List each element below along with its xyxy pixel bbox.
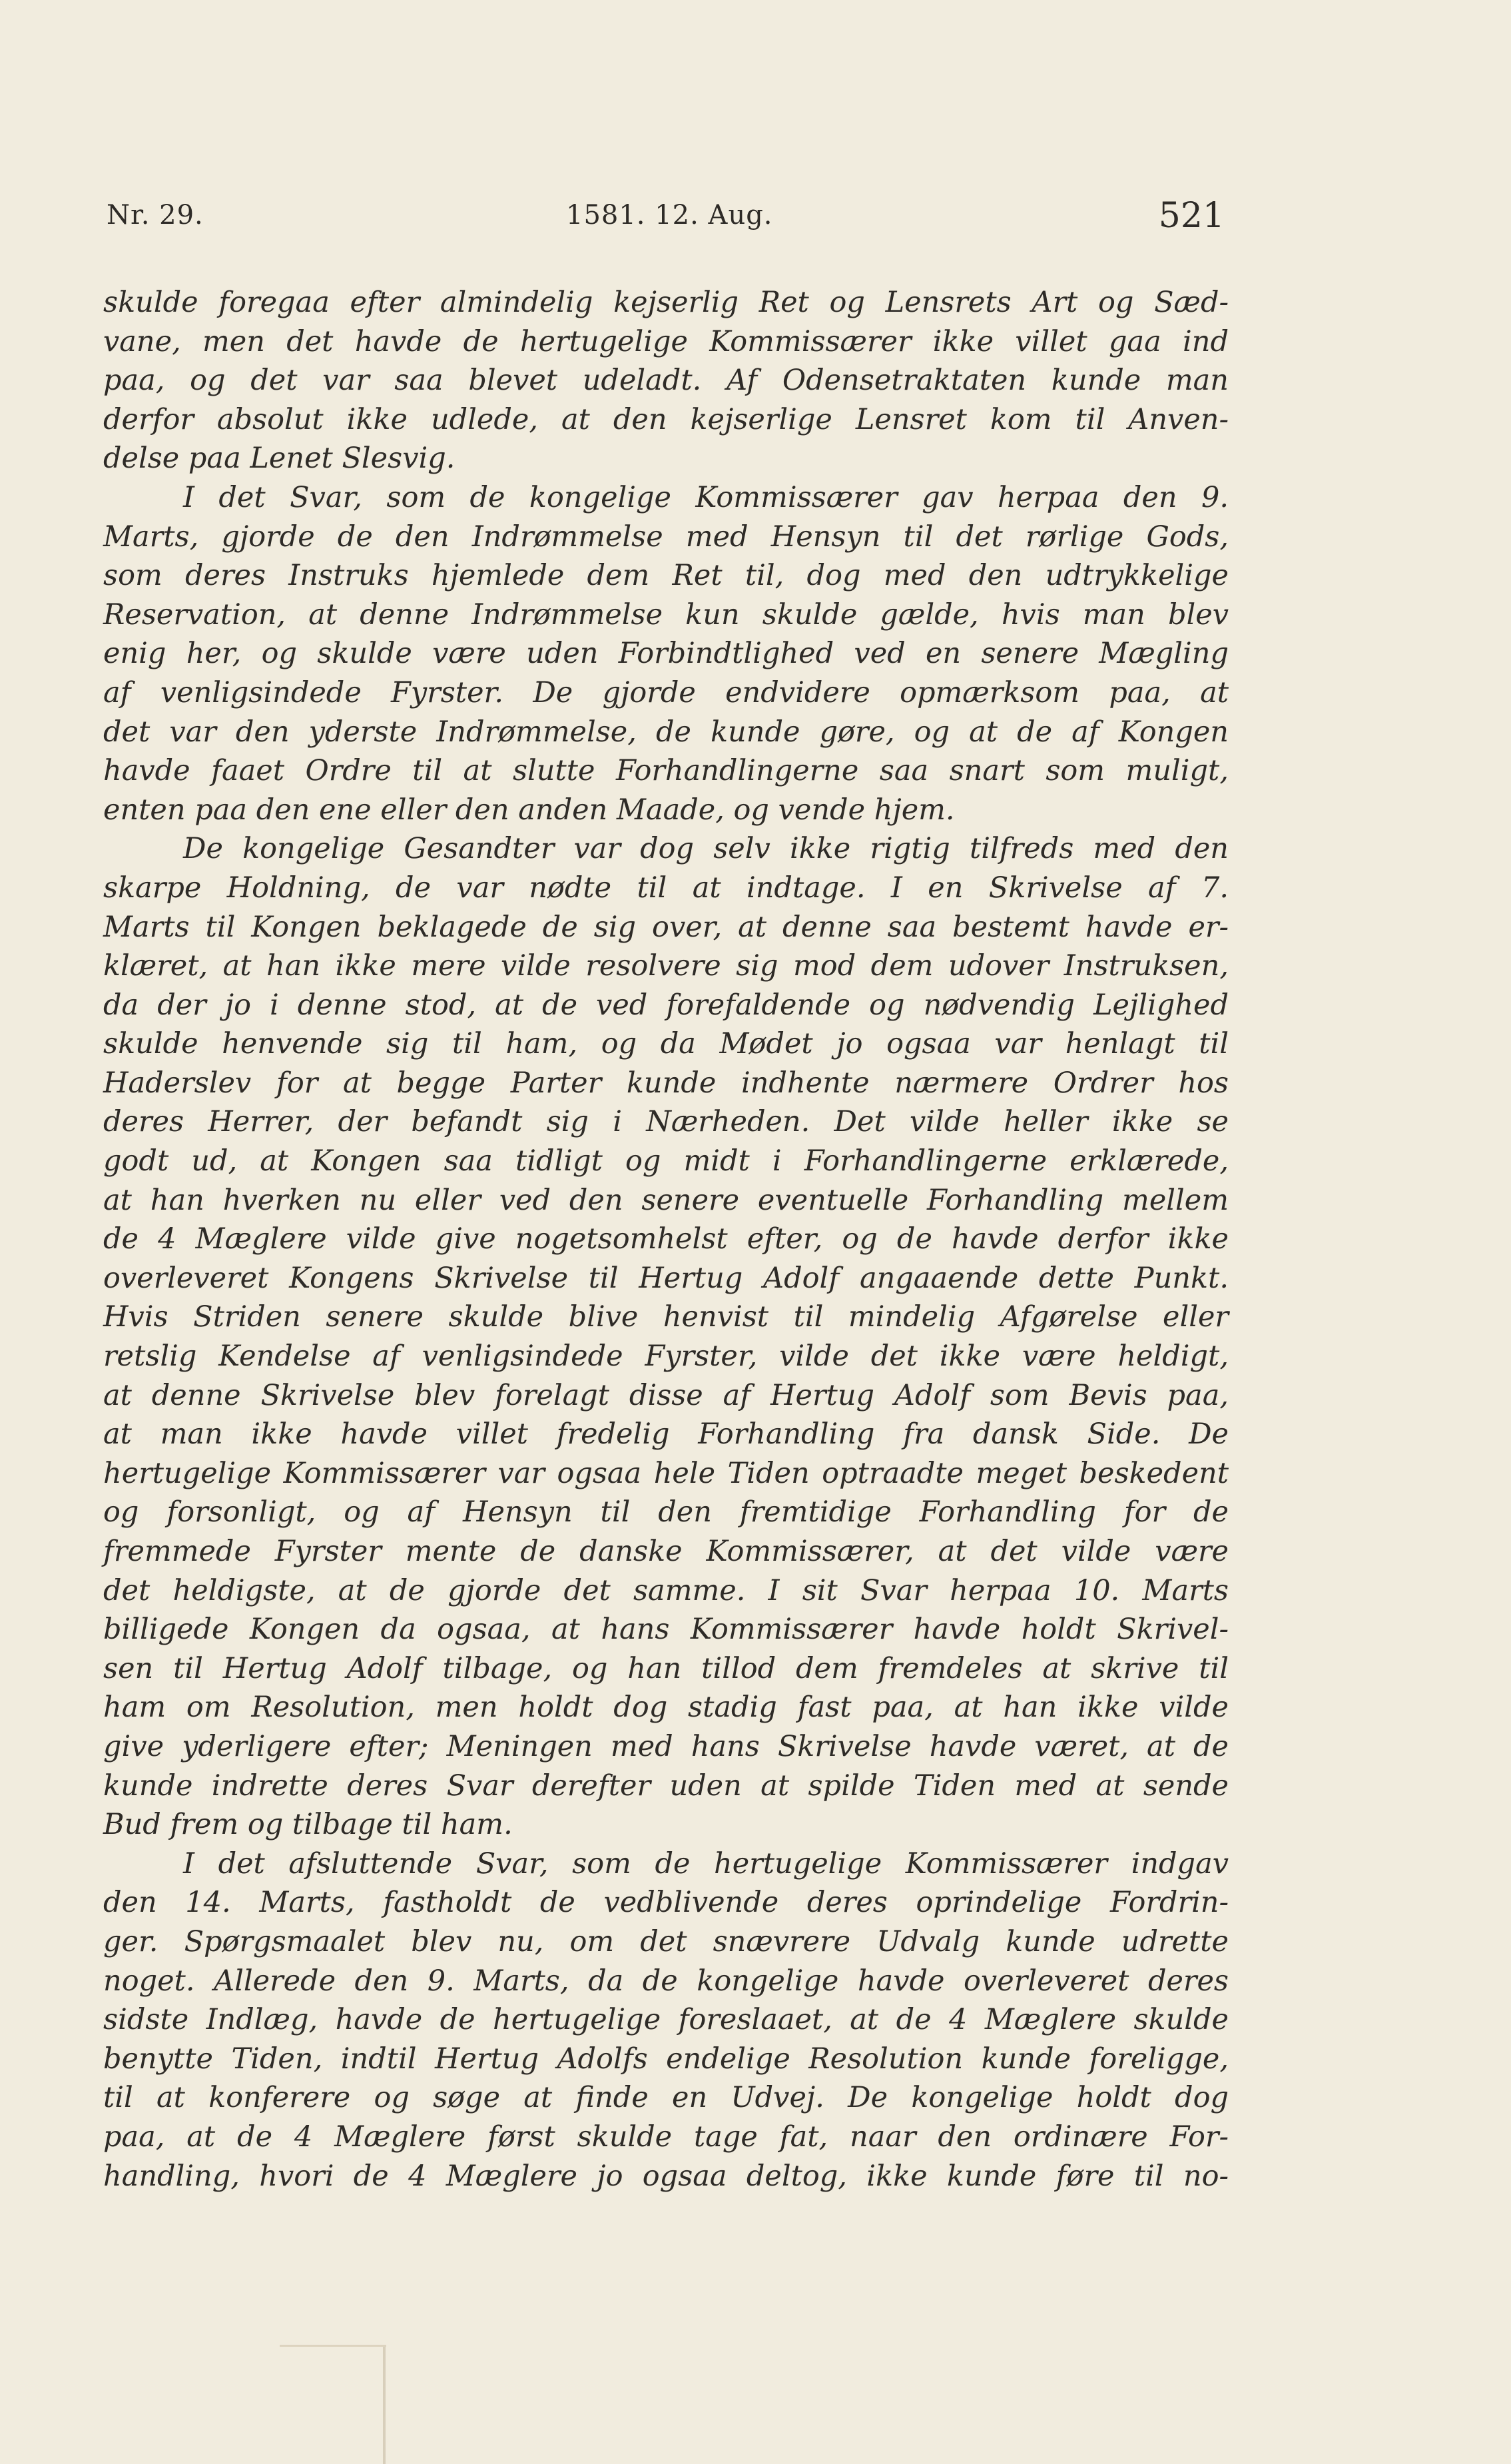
text-line: at han hverken nu eller ved den senere eventuelle Forhandling mellem — [103, 1183, 1229, 1217]
text-line: skulde foregaa efter almindelig kejserlig Ret og Lensrets Art og Sæd- — [103, 286, 1229, 319]
text-line: af venligsindede Fyrster. De gjorde endvidere opmærksom paa, at — [103, 675, 1229, 709]
text-line: overleveret Kongens Skrivelse til Hertug Adolf angaaende dette Punkt. — [103, 1261, 1229, 1295]
text-line: at man ikke havde villet fredelig Forhandling fra dansk Side. De — [103, 1418, 1229, 1451]
text-line: paa, og det var saa blevet udeladt. Af Odensetraktaten kunde man — [103, 364, 1229, 398]
text-line: som deres Instruks hjemlede dem Ret til, dog med den udtrykkelige — [103, 559, 1229, 593]
text-line: den 14. Marts, fastholdt de vedblivende deres oprindelige Fordrin- — [103, 1886, 1229, 1920]
text-line: Haderslev for at begge Parter kunde indhente nærmere Ordrer hos — [103, 1066, 1229, 1100]
text-line: delse paa Lenet Slesvig. — [103, 442, 455, 476]
text-line: at denne Skrivelse blev forelagt disse af Hertug Adolf som Bevis paa, — [103, 1378, 1229, 1412]
text-line: skulde henvende sig til ham, og da Mødet jo ogsaa var henlagt til — [103, 1027, 1229, 1061]
running-header — [0, 196, 1511, 246]
text-line: vane, men det havde de hertugelige Kommissærer ikke villet gaa ind — [103, 324, 1229, 358]
text-line: billigede Kongen da ogsaa, at hans Kommissærer havde holdt Skrivel- — [103, 1613, 1229, 1647]
page-crease-edge — [280, 2345, 386, 2347]
text-line: De kongelige Gesandter var dog selv ikke rigtig tilfreds med den — [183, 832, 1229, 866]
text-line: godt ud, at Kongen saa tidligt og midt i Forhandlingerne erklærede, — [103, 1144, 1229, 1178]
text-line: Marts, gjorde de den Indrømmelse med Hensyn til det rørlige Gods, — [103, 520, 1229, 554]
text-line: kunde indrette deres Svar derefter uden at spilde Tiden med at sende — [103, 1769, 1229, 1803]
page-number: 521 — [1158, 196, 1225, 236]
text-line: Hvis Striden senere skulde blive henvist til mindelig Afgørelse eller — [103, 1300, 1229, 1334]
text-line: sidste Indlæg, havde de hertugelige foreslaaet, at de 4 Mæglere skulde — [103, 2003, 1229, 2037]
document-number: Nr. 29. — [107, 200, 204, 230]
text-line: og forsonligt, og af Hensyn til den fremtidige Forhandling for de — [103, 1495, 1229, 1529]
text-line: noget. Allerede den 9. Marts, da de kongelige havde overleveret deres — [103, 1964, 1229, 1998]
text-line: til at konferere og søge at finde en Udvej. De kongelige holdt dog — [103, 2081, 1229, 2115]
text-line: I det Svar, som de kongelige Kommissærer gav herpaa den 9. — [183, 480, 1229, 514]
text-line: det var den yderste Indrømmelse, de kunde gøre, og at de af Kongen — [103, 715, 1229, 749]
text-line: I det afsluttende Svar, som de hertugelige Kommissærer indgav — [183, 1847, 1229, 1880]
text-line: retslig Kendelse af venligsindede Fyrster, vilde det ikke være heldigt, — [103, 1340, 1229, 1374]
text-line: give yderligere efter; Meningen med hans Skrivelse havde været, at de — [103, 1729, 1229, 1763]
text-line: benytte Tiden, indtil Hertug Adolfs endelige Resolution kunde foreligge, — [103, 2042, 1229, 2076]
text-line: de 4 Mæglere vilde give nogetsomhelst efter, og de havde derfor ikke — [103, 1222, 1229, 1256]
text-line: skarpe Holdning, de var nødte til at indtage. I en Skrivelse af 7. — [103, 871, 1229, 905]
text-line: hertugelige Kommissærer var ogsaa hele Tiden optraadte meget beskedent — [103, 1456, 1229, 1490]
text-line: ham om Resolution, men holdt dog stadig fast paa, at han ikke vilde — [103, 1691, 1229, 1725]
text-line: det heldigste, at de gjorde det samme. I sit Svar herpaa 10. Marts — [103, 1573, 1229, 1607]
body-text — [103, 283, 1229, 2196]
document-date: 1581. 12. Aug. — [566, 200, 773, 230]
text-line: Marts til Kongen beklagede de sig over, at denne saa bestemt havde er- — [103, 910, 1229, 944]
text-line: Reservation, at denne Indrømmelse kun skulde gælde, hvis man blev — [103, 598, 1229, 631]
text-line: enig her, og skulde være uden Forbindtlighed ved en senere Mægling — [103, 637, 1229, 671]
text-line: da der jo i denne stod, at de ved forefaldende og nødvendig Lejlighed — [103, 988, 1229, 1022]
text-line: handling, hvori de 4 Mæglere jo ogsaa deltog, ikke kunde føre til no- — [103, 2159, 1229, 2193]
page-crease — [383, 2345, 386, 2464]
text-line: klæret, at han ikke mere vilde resolvere sig mod dem udover Instruksen, — [103, 949, 1229, 983]
text-line: paa, at de 4 Mæglere først skulde tage fat, naar den ordinære For- — [103, 2120, 1229, 2154]
text-line: fremmede Fyrster mente de danske Kommissærer, at det vilde være — [103, 1535, 1229, 1568]
text-line: Bud frem og tilbage til ham. — [103, 1808, 513, 1842]
text-line: derfor absolut ikke udlede, at den kejserlige Lensret kom til Anven- — [103, 402, 1229, 436]
text-line: havde faaet Ordre til at slutte Forhandlingerne saa snart som muligt, — [103, 754, 1229, 788]
text-line: enten paa den ene eller den anden Maade, og vende hjem. — [103, 793, 955, 827]
text-line: deres Herrer, der befandt sig i Nærheden. Det vilde heller ikke se — [103, 1105, 1229, 1139]
text-line: sen til Hertug Adolf tilbage, og han tillod dem fremdeles at skrive til — [103, 1651, 1229, 1685]
text-line: ger. Spørgsmaalet blev nu, om det snævrere Udvalg kunde udrette — [103, 1924, 1229, 1958]
